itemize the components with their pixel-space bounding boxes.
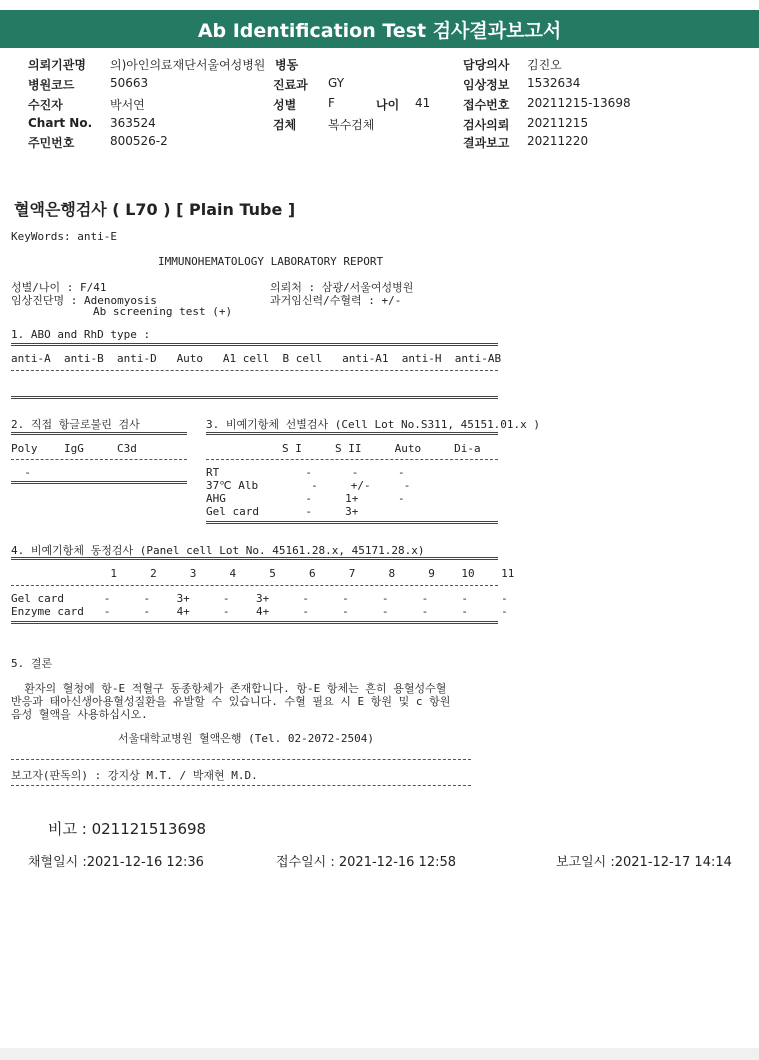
panel-row: Enzyme card - - 4+ - 4+ - - - - - - xyxy=(11,605,508,618)
divider xyxy=(11,759,471,760)
result-report-label: 결과보고 xyxy=(463,136,510,150)
hospital-code-label: 병원코드 xyxy=(28,78,75,92)
screening-row: Gel card - 3+ xyxy=(206,505,359,518)
remark: 비고 : 021121513698 xyxy=(48,820,207,838)
abo-rhd-title: 1. ABO and RhD type : xyxy=(11,328,151,341)
screening-header: S I S II Auto Di-a xyxy=(282,442,481,455)
divider xyxy=(11,557,498,560)
hospital-code-value: 50663 xyxy=(110,76,149,90)
specimen-label: 검체 xyxy=(273,118,297,132)
screening-row: AHG - 1+ - xyxy=(206,492,405,505)
divider xyxy=(11,343,498,346)
age-value: 41 xyxy=(415,96,431,110)
panel-title: 4. 비예기항체 동정검사 (Panel cell Lot No. 45161.28.x, 45171.28.x) xyxy=(11,544,425,557)
conclusion-title: 5. 결론 xyxy=(11,657,53,670)
clinical-info-value: 1532634 xyxy=(527,76,581,90)
divider xyxy=(11,585,498,586)
sex-value: F xyxy=(328,96,335,110)
lab-report-title: IMMUNOHEMATOLOGY LABORATORY REPORT xyxy=(158,255,384,268)
ward-label: 병동 xyxy=(275,58,299,72)
divider xyxy=(11,396,498,399)
sex-age-line: 성별/나이 : F/41 xyxy=(11,281,107,294)
accession-label: 접수번호 xyxy=(463,98,510,112)
reporter-line: 보고자(판독의) : 강지상 M.T. / 박재현 M.D. xyxy=(11,769,258,782)
accession-value: 20211215-13698 xyxy=(527,96,631,110)
divider xyxy=(206,521,498,524)
rrn-label: 주민번호 xyxy=(28,136,75,150)
abo-rhd-header: anti-A anti-B anti-D Auto A1 cell B cell anti-A1 anti-H anti-AB xyxy=(11,352,502,365)
sex-label: 성별 xyxy=(273,98,297,112)
panel-header: 1 2 3 4 5 6 7 8 9 10 11 xyxy=(11,567,515,580)
screening-title: 3. 비예기항체 선별검사 (Cell Lot No.S311, 45151.01.x ) xyxy=(206,418,541,431)
panel-row: Gel card - - 3+ - 3+ - - - - - - xyxy=(11,592,508,605)
dat-header: Poly IgG C3d xyxy=(11,442,137,455)
collected-time: 채혈일시 :2021-12-16 12:36 xyxy=(28,855,204,870)
department-value: GY xyxy=(328,76,345,90)
rrn-value: 800526-2 xyxy=(110,134,168,148)
institution-label: 의뢰기관명 xyxy=(28,58,86,72)
reported-time: 보고일시 :2021-12-17 14:14 xyxy=(556,855,732,870)
dat-title: 2. 직접 항글로불린 검사 xyxy=(11,418,140,431)
screening-row: 37℃ Alb - +/- - xyxy=(206,479,411,492)
divider xyxy=(206,459,498,460)
diagnosis-line: 임상진단명 : Adenomyosis xyxy=(11,294,157,307)
dat-row: - xyxy=(11,466,31,479)
divider xyxy=(11,621,498,624)
patient-label: 수진자 xyxy=(28,98,63,112)
chart-no-label: Chart No. xyxy=(28,116,93,130)
test-request-value: 20211215 xyxy=(527,116,589,130)
keywords: KeyWords: anti-E xyxy=(11,230,117,243)
report-title: Ab Identification Test 검사결과보고서 xyxy=(0,10,759,48)
history-line: 과거임신력/수혈력 : +/- xyxy=(270,294,402,307)
institution-contact: 서울대학교병원 혈액은행 (Tel. 02-2072-2504) xyxy=(118,732,374,745)
divider xyxy=(11,459,187,460)
divider xyxy=(11,785,471,786)
physician-label: 담당의사 xyxy=(463,58,510,72)
patient-value: 박서연 xyxy=(110,98,145,112)
clinical-info-label: 임상정보 xyxy=(463,78,510,92)
conclusion-line: 음성 혈액을 사용하십시오. xyxy=(11,708,148,721)
divider xyxy=(11,481,187,484)
conclusion-line: 환자의 혈청에 항-E 적혈구 동종항체가 존재합니다. 항-E 항체는 흔히 용혈성수혈 xyxy=(11,682,447,695)
specimen-value: 복수검체 xyxy=(328,118,375,132)
institution-value: 의)아인의료재단서울여성병원 xyxy=(110,58,266,72)
chart-no-value: 363524 xyxy=(110,116,156,130)
diagnosis-line-2: Ab screening test (+) xyxy=(93,305,233,318)
age-label: 나이 xyxy=(376,98,400,112)
test-request-label: 검사의뢰 xyxy=(463,118,510,132)
screening-row: RT - - - xyxy=(206,466,405,479)
department-label: 진료과 xyxy=(273,78,308,92)
result-report-value: 20211220 xyxy=(527,134,589,148)
divider xyxy=(206,432,498,435)
conclusion-line: 반응과 태아신생아용혈성질환을 유발할 수 있습니다. 수혈 필요 시 E 항원 및 c 항원 xyxy=(11,695,451,708)
divider xyxy=(11,432,187,435)
received-time: 접수일시 : 2021-12-16 12:58 xyxy=(276,855,457,870)
bottom-strip xyxy=(0,1048,759,1060)
requester-line: 의뢰처 : 삼광/서울여성병원 xyxy=(270,281,414,294)
physician-value: 김진오 xyxy=(527,58,562,72)
section-title: 혈액은행검사 ( L70 ) [ Plain Tube ] xyxy=(14,200,296,219)
divider xyxy=(11,370,498,371)
